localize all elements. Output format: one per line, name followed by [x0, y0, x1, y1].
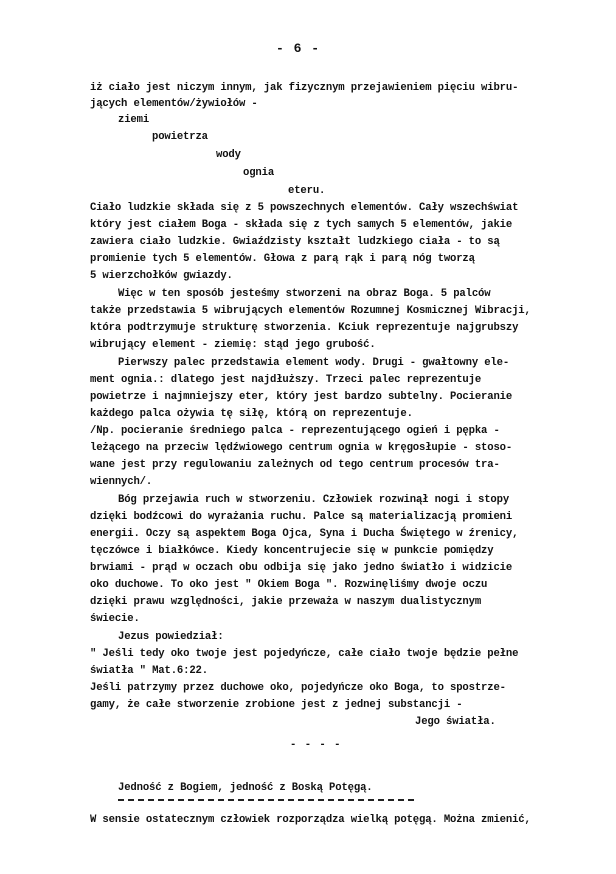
- heading-underline: [118, 799, 414, 801]
- text-line: iż ciało jest niczym innym, jak fizycznym przejawieniem pięciu wibru-: [90, 82, 519, 94]
- text-line: powietrze i najmniejszy eter, który jest bardzo subtelny. Pocieranie: [90, 391, 513, 403]
- text-line: Jeśli patrzymy przez duchowe oko, pojedyńcze oko Boga, to spostrze-: [90, 682, 506, 694]
- list-item-water: wody: [216, 149, 241, 161]
- text-line: Więc w ten sposób jesteśmy stworzeni na obraz Boga. 5 palców: [118, 288, 491, 300]
- text-line: promienie tych 5 elementów. Głowa z parą rąk i parą nóg tworzą: [90, 253, 475, 265]
- text-line: leżącego na przeciw lędźwiowego centrum ognia w kręgosłupie - stoso-: [90, 442, 513, 454]
- text-line: ment ognia.: dlatego jest najdłuższy. Trzeci palec reprezentuje: [90, 374, 482, 386]
- text-line: Jezus powiedział:: [118, 631, 224, 643]
- text-line: jących elementów/żywiołów -: [90, 98, 258, 110]
- text-line: świecie.: [90, 613, 140, 625]
- text-line: który jest ciałem Boga - składa się z tych samych 5 elementów, jakie: [90, 219, 513, 231]
- text-line: zawiera ciało ludzkie. Gwiaździsty kształt ludzkiego ciała - to są: [90, 236, 500, 248]
- text-line: także przedstawia 5 wibrujących elementów Rozumnej Kosmicznej Wibracji,: [90, 305, 531, 317]
- page-number: - 6 -: [276, 41, 321, 56]
- list-item-fire: ognia: [243, 167, 275, 179]
- text-line: dzięki prawu względności, jakie przeważa w naszym dualistycznym: [90, 596, 482, 608]
- text-line: Ciało ludzkie składa się z 5 powszechnych elementów. Cały wszechświat: [90, 202, 519, 214]
- text-line: każdego palca ożywia tę siłę, którą on reprezentuje.: [90, 408, 413, 420]
- list-item-ether: eteru.: [288, 185, 326, 197]
- text-line: Bóg przejawia ruch w stworzeniu. Człowiek rozwinął nogi i stopy: [118, 494, 510, 506]
- text-line: oko duchowe. To oko jest " Okiem Boga ". Rozwinęliśmy dwoje oczu: [90, 579, 488, 591]
- quote-line: " Jeśli tedy oko twoje jest pojedyńcze, całe ciało twoje będzie pełne: [90, 648, 519, 660]
- text-line: tęczówce i białkówce. Kiedy koncentrujecie się w punkcie pomiędzy: [90, 545, 494, 557]
- text-line: Jego światła.: [415, 716, 496, 728]
- text-line: gamy, że całe stworzenie zrobione jest z jednej substancji -: [90, 699, 463, 711]
- list-item-air: powietrza: [152, 131, 208, 143]
- text-line: energii. Oczy są aspektem Boga Ojca, Syna i Ducha Świętego w źrenicy,: [90, 528, 519, 540]
- text-line: wibrujący element - ziemię: stąd jego grubość.: [90, 339, 376, 351]
- section-divider: - - - -: [290, 739, 342, 751]
- list-item-earth: ziemi: [118, 114, 150, 126]
- section-heading: Jedność z Bogiem, jedność z Boską Potęgą.: [118, 782, 373, 794]
- text-line: /Np. pocieranie średniego palca - reprezentującego ogień i pępka -: [90, 425, 500, 437]
- text-line: dzięki bodźcowi do wyrażania ruchu. Palce są materializacją promieni: [90, 511, 513, 523]
- text-line: 5 wierzchołków gwiazdy.: [90, 270, 233, 282]
- text-line: brwiami - prąd w oczach obu odbija się jako jedno światło i widzicie: [90, 562, 513, 574]
- text-line: wiennych/.: [90, 476, 153, 488]
- quote-line: światła " Mat.6:22.: [90, 665, 208, 677]
- text-line: Pierwszy palec przedstawia element wody. Drugi - gwałtowny ele-: [118, 357, 510, 369]
- text-line: która podtrzymuje strukturę stworzenia. Kciuk reprezentuje najgrubszy: [90, 322, 519, 334]
- text-line: W sensie ostatecznym człowiek rozporządza wielką potęgą. Można zmienić,: [90, 814, 531, 826]
- text-line: wane jest przy regulowaniu zależnych od tego centrum procesów tra-: [90, 459, 500, 471]
